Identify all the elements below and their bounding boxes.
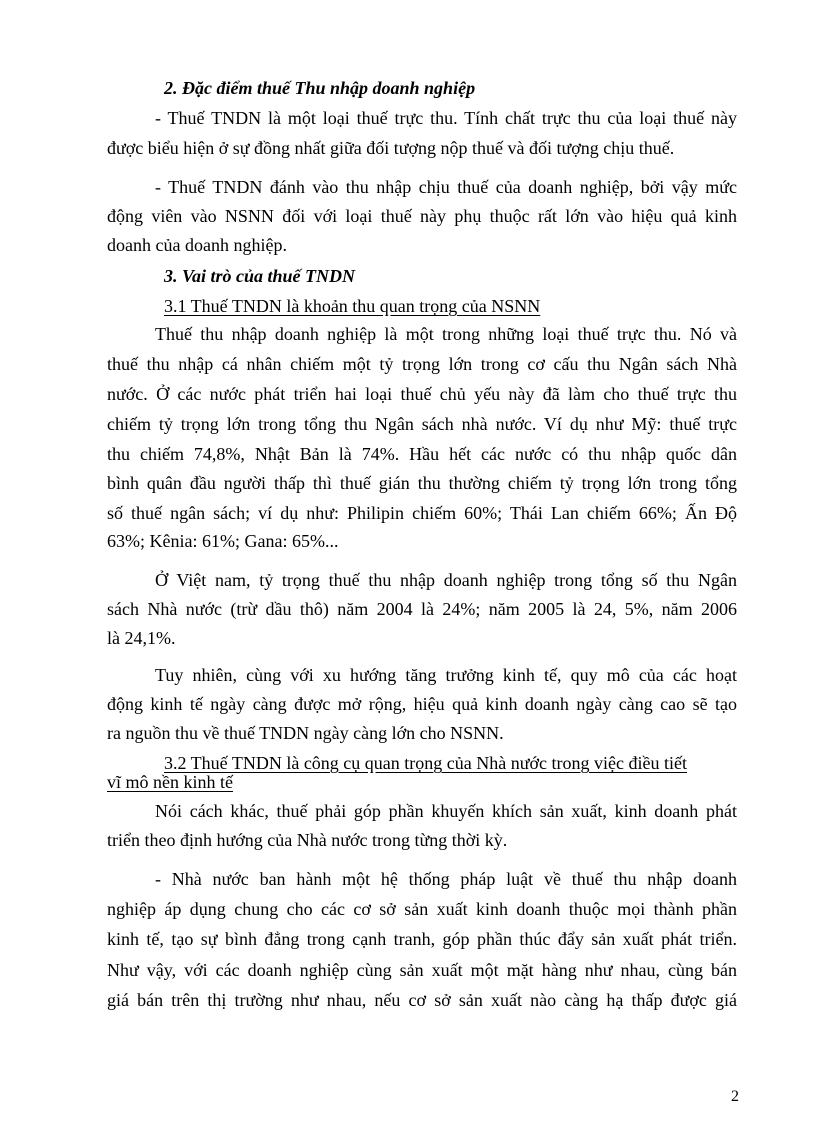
section-3-1-para-1-line-3: nước. Ở các nước phát triển hai loại thuế chủ yếu này đã làm cho thuế trực thu (107, 384, 737, 404)
section-3-1-para-1-line-7: số thuế ngân sách; ví dụ như: Philipin chiếm 60%; Thái Lan chiếm 66%; Ấn Độ (107, 503, 737, 523)
section-3-1-para-1-line-2: thuế thu nhập cá nhân chiếm một tỷ trọng lớn trong cơ cấu thu Ngân sách Nhà (107, 354, 737, 374)
section-3-2-para-1-line-1: Nói cách khác, thuế phải góp phần khuyến khích sản xuất, kinh doanh phát (155, 801, 737, 821)
section-3-1-para-3-line-2: động kinh tế ngày càng được mở rộng, hiệu quả kinh doanh ngày càng cao sẽ tạo (107, 694, 737, 714)
section-3-1-para-2-line-1: Ở Việt nam, tỷ trọng thuế thu nhập doanh nghiệp trong tổng số thu Ngân (155, 570, 737, 590)
section-3-2-para-2-line-3: kinh tế, tạo sự bình đẳng trong cạnh tranh, góp phần thúc đẩy sản xuất phát triển. (107, 929, 737, 949)
section-3-2-heading-line-2: vĩ mô nền kinh tế (107, 772, 233, 792)
section-3-1-para-1-line-1: Thuế thu nhập doanh nghiệp là một trong những loại thuế trực thu. Nó và (155, 324, 737, 344)
section-3-1-para-3-line-3: ra nguồn thu về thuế TNDN ngày càng lớn cho NSNN. (107, 723, 504, 743)
section-3-2-para-2-line-1: - Nhà nước ban hành một hệ thống pháp luật về thuế thu nhập doanh (155, 869, 737, 889)
section-3-1-heading: 3.1 Thuế TNDN là khoản thu quan trọng của NSNN (164, 296, 541, 316)
section-3-1-para-2-line-2: sách Nhà nước (trừ dầu thô) năm 2004 là 24%; năm 2005 là 24, 5%, năm 2006 (107, 599, 737, 619)
section-3-1-para-1-line-5: thu chiếm 74,8%, Nhật Bản là 74%. Hầu hết các nước có thu nhập quốc dân (107, 444, 737, 464)
section-2-para-2-line-3: doanh của doanh nghiệp. (107, 235, 287, 255)
section-3-2-para-2-line-5: giá bán trên thị trường như nhau, nếu cơ sở sản xuất nào càng hạ thấp được giá (107, 990, 737, 1010)
section-3-heading: 3. Vai trò của thuế TNDN (164, 266, 356, 286)
section-3-1-para-1-line-6: bình quân đầu người thấp thì thuế gián thu thường chiếm tỷ trọng lớn trong tổng (107, 473, 737, 493)
section-3-2-para-2-line-4: Như vậy, với các doanh nghiệp cùng sản xuất một mặt hàng như nhau, cùng bán (107, 960, 737, 980)
section-2-para-2-line-1: - Thuế TNDN đánh vào thu nhập chịu thuế của doanh nghiệp, bởi vậy mức (155, 177, 737, 197)
section-2-heading: 2. Đặc điểm thuế Thu nhập doanh nghiệp (164, 78, 476, 98)
section-3-1-para-1-line-8: 63%; Kênia: 61%; Gana: 65%... (107, 531, 339, 551)
section-3-2-para-2-line-2: nghiệp áp dụng chung cho các cơ sở sản xuất kinh doanh thuộc mọi thành phần (107, 899, 737, 919)
section-3-2-heading-line-1: 3.2 Thuế TNDN là công cụ quan trọng của Nhà nước trong việc điều tiết (164, 753, 687, 773)
section-3-1-para-3-line-1: Tuy nhiên, cùng với xu hướng tăng trưởng kinh tế, quy mô của các hoạt (155, 665, 737, 685)
section-2-para-1-line-1: - Thuế TNDN là một loại thuế trực thu. Tính chất trực thu của loại thuế này (155, 108, 737, 128)
section-2-para-2-line-2: động viên vào NSNN đối với loại thuế này phụ thuộc rất lớn vào hiệu quả kinh (107, 206, 737, 226)
page-number: 2 (731, 1088, 739, 1105)
section-2-para-1-line-2: được biểu hiện ở sự đồng nhất giữa đối tượng nộp thuế và đối tượng chịu thuế. (107, 138, 675, 158)
section-3-1-para-1-line-4: chiếm tỷ trọng lớn trong tổng thu Ngân sách nhà nước. Ví dụ như Mỹ: thuế trực (107, 414, 737, 434)
section-3-1-para-2-line-3: là 24,1%. (107, 628, 176, 648)
section-3-2-para-1-line-2: triển theo định hướng của Nhà nước trong từng thời kỳ. (107, 830, 508, 850)
